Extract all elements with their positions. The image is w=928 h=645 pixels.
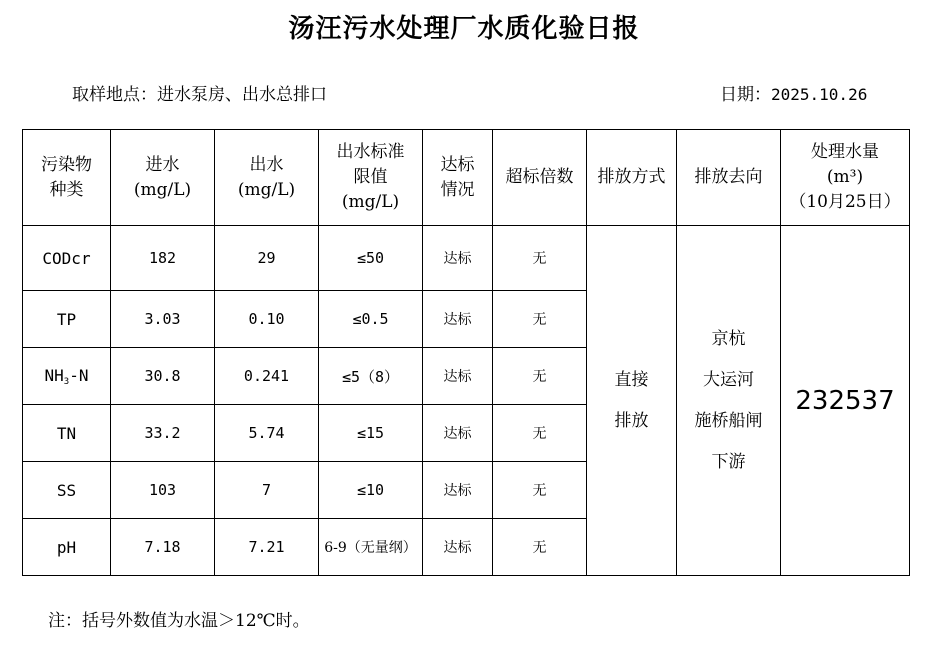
header-discharge-method: 排放方式 bbox=[587, 130, 677, 226]
compliance-cell: 达标 bbox=[423, 348, 493, 405]
exceed-cell: 无 bbox=[493, 519, 587, 576]
pollutant-cell: $NH_3-N$ bbox=[23, 348, 111, 405]
exceed-cell: 无 bbox=[493, 291, 587, 348]
report-date bbox=[720, 80, 867, 105]
exceed-cell: 无 bbox=[493, 226, 587, 291]
influent-cell: 33.2 bbox=[111, 405, 215, 462]
header-exceed: 超标倍数 bbox=[493, 130, 587, 226]
header-effluent: 出水 (mg/L) bbox=[215, 130, 319, 226]
influent-cell: 7.18 bbox=[111, 519, 215, 576]
header-compliance: 达标 情况 bbox=[423, 130, 493, 226]
sampling-value: 进水泵房、出水总排口 bbox=[157, 85, 327, 105]
effluent-cell: 5.74 bbox=[215, 405, 319, 462]
pollutant-cell: TP bbox=[23, 291, 111, 348]
header-treated-volume: 处理水量 (m³) （10月25日） bbox=[781, 130, 910, 226]
exceed-cell: 无 bbox=[493, 405, 587, 462]
header-limit: 出水标准 限值 (mg/L) bbox=[319, 130, 423, 226]
exceed-cell: 无 bbox=[493, 348, 587, 405]
effluent-cell: 0.241 bbox=[215, 348, 319, 405]
effluent-cell: 7 bbox=[215, 462, 319, 519]
limit-cell: ≤50 bbox=[319, 226, 423, 291]
date-label: 日期： bbox=[720, 85, 771, 105]
pollutant-cell: pH bbox=[23, 519, 111, 576]
compliance-cell: 达标 bbox=[423, 291, 493, 348]
footnote: 注：括号外数值为水温＞12℃时。 bbox=[48, 611, 310, 631]
effluent-cell: 7.21 bbox=[215, 519, 319, 576]
pollutant-cell: CODcr bbox=[23, 226, 111, 291]
compliance-cell: 达标 bbox=[423, 226, 493, 291]
influent-cell: 103 bbox=[111, 462, 215, 519]
limit-cell: 6-9（无量纲） bbox=[319, 519, 423, 576]
header-row bbox=[23, 130, 910, 226]
date-value: 2025.10.26 bbox=[771, 85, 868, 104]
compliance-cell: 达标 bbox=[423, 519, 493, 576]
effluent-cell: 29 bbox=[215, 226, 319, 291]
table-row bbox=[23, 226, 910, 291]
water-quality-table bbox=[22, 129, 910, 576]
header-pollutant: 污染物 种类 bbox=[23, 130, 111, 226]
header-discharge-direction: 排放去向 bbox=[677, 130, 781, 226]
pollutant-cell: TN bbox=[23, 405, 111, 462]
treated-volume-cell: 232537 bbox=[781, 226, 910, 576]
report-title: 汤汪污水处理厂水质化验日报 bbox=[288, 14, 640, 44]
limit-cell: ≤15 bbox=[319, 405, 423, 462]
compliance-cell: 达标 bbox=[423, 405, 493, 462]
limit-cell: ≤0.5 bbox=[319, 291, 423, 348]
pollutant-cell: SS bbox=[23, 462, 111, 519]
influent-cell: 182 bbox=[111, 226, 215, 291]
exceed-cell: 无 bbox=[493, 462, 587, 519]
limit-cell: ≤10 bbox=[319, 462, 423, 519]
limit-cell: ≤5（8） bbox=[319, 348, 423, 405]
sampling-label: 取样地点： bbox=[72, 85, 157, 105]
sampling-location bbox=[72, 80, 327, 105]
influent-cell: 3.03 bbox=[111, 291, 215, 348]
discharge-method-cell: 直接 排放 bbox=[587, 226, 677, 576]
influent-cell: 30.8 bbox=[111, 348, 215, 405]
discharge-direction-cell: 京杭 大运河 施桥船闸 下游 bbox=[677, 226, 781, 576]
header-influent: 进水 (mg/L) bbox=[111, 130, 215, 226]
effluent-cell: 0.10 bbox=[215, 291, 319, 348]
compliance-cell: 达标 bbox=[423, 462, 493, 519]
